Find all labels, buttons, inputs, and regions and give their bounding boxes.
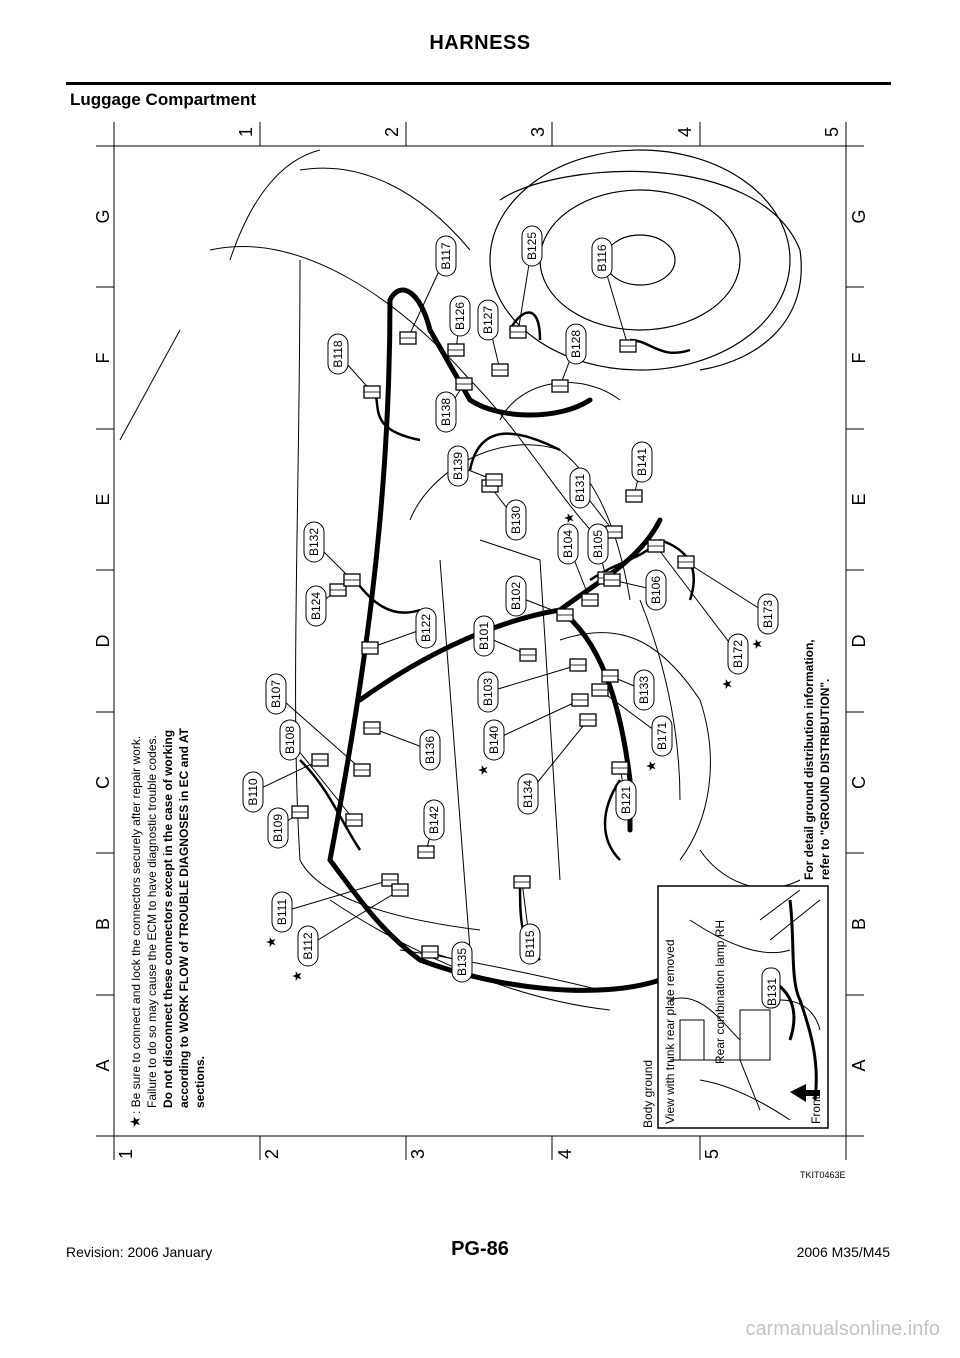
connector-label-text: B124 bbox=[309, 591, 323, 621]
connector-b171 bbox=[592, 684, 608, 696]
connector-label-text: B115 bbox=[523, 930, 537, 958]
connector-b142 bbox=[418, 846, 434, 858]
inset-lamp: Rear combination lamp RH bbox=[713, 919, 727, 1064]
connector-label-text: B101 bbox=[477, 621, 491, 651]
connector-label bbox=[450, 296, 470, 336]
inset-front: Front bbox=[809, 1095, 823, 1124]
grid-row-label: A bbox=[848, 1059, 869, 1072]
model-name: 2006 M35/M45 bbox=[796, 1244, 890, 1260]
connector-b106 bbox=[604, 574, 620, 586]
connector-label-text: B104 bbox=[561, 529, 575, 559]
grid-column-label: 5 bbox=[821, 126, 842, 138]
callout-line bbox=[308, 890, 400, 946]
connector-label-text: B135 bbox=[455, 947, 469, 977]
connector-label bbox=[634, 670, 654, 710]
connector-label bbox=[420, 730, 440, 770]
connector-b127 bbox=[492, 364, 508, 376]
connector-b134 bbox=[580, 714, 596, 726]
connector-label-text: B117 bbox=[439, 242, 453, 270]
grid-row-label: E bbox=[848, 493, 869, 506]
inset-body-ground: Body ground bbox=[641, 1059, 655, 1128]
repair-note bbox=[128, 727, 207, 1128]
connector-label bbox=[558, 524, 578, 564]
connector-b110 bbox=[312, 754, 328, 766]
connector-label bbox=[721, 634, 749, 690]
connector-label bbox=[243, 772, 263, 812]
connector-b115 bbox=[514, 876, 530, 888]
connector-label bbox=[518, 774, 538, 814]
connector-label bbox=[506, 576, 526, 616]
connector-b107 bbox=[354, 764, 370, 776]
ground-note bbox=[802, 639, 832, 880]
connector-b138 bbox=[456, 378, 472, 390]
connector-label-text: B116 bbox=[595, 244, 609, 272]
note-line: Failure to do so may cause the ECM to have diagnostic trouble codes. bbox=[145, 735, 159, 1108]
star-icon: ★ bbox=[644, 760, 660, 772]
connector-b140 bbox=[572, 694, 588, 706]
connector-label bbox=[646, 570, 666, 610]
connector-label bbox=[452, 942, 472, 982]
ground-note-line: refer to "GROUND DISTRIBUTION". bbox=[818, 678, 832, 880]
connector-label-text: B132 bbox=[307, 527, 321, 557]
star-icon: ★ bbox=[562, 512, 578, 524]
connector-label bbox=[506, 500, 526, 540]
connector-label bbox=[436, 392, 456, 432]
connector-label bbox=[478, 672, 498, 712]
connector-b141 bbox=[626, 490, 642, 502]
connector-label-text: B118 bbox=[331, 340, 345, 368]
grid-column-label: 1 bbox=[115, 1148, 136, 1160]
vehicle-outline bbox=[120, 150, 800, 1010]
star-icon: ★ bbox=[720, 678, 736, 690]
page-title: HARNESS bbox=[429, 32, 531, 54]
connector-label bbox=[280, 720, 300, 760]
grid-row-label: F bbox=[848, 352, 869, 364]
connector-b122 bbox=[362, 642, 378, 654]
connector-b121 bbox=[612, 762, 628, 774]
connector-b102 bbox=[557, 609, 573, 621]
connector-label bbox=[588, 524, 608, 564]
connector-label bbox=[563, 468, 591, 524]
figure-code: TKIT0463E bbox=[800, 1170, 846, 1180]
connector-label bbox=[265, 892, 293, 948]
page-number: PG-86 bbox=[451, 1238, 509, 1260]
connector-label bbox=[448, 446, 468, 486]
grid-column-label: 4 bbox=[674, 126, 695, 138]
connector-b118 bbox=[364, 386, 380, 398]
connector-b108 bbox=[346, 814, 362, 826]
star-icon: ★ bbox=[750, 638, 766, 650]
connector-label-text: B130 bbox=[509, 505, 523, 535]
grid-column-label: 2 bbox=[381, 126, 402, 138]
note-line: Do not disconnect these connectors except in the case of working bbox=[161, 729, 175, 1108]
connector-label-text: B121 bbox=[619, 785, 633, 815]
inset-box bbox=[641, 886, 828, 1128]
connector-label-text: B125 bbox=[525, 231, 539, 261]
connector-label bbox=[291, 926, 319, 982]
grid-row-label: G bbox=[848, 209, 869, 224]
grid-row-label: B bbox=[92, 917, 113, 931]
connector-label bbox=[328, 334, 348, 374]
grid-row-label: C bbox=[92, 776, 113, 789]
connector-b139 bbox=[486, 474, 502, 486]
connector-label-text: B131 bbox=[573, 473, 587, 503]
grid-row-label: B bbox=[848, 917, 869, 931]
connector-b133 bbox=[602, 670, 618, 682]
connector-label-text: B103 bbox=[481, 677, 495, 707]
grid-column-label: 3 bbox=[527, 126, 548, 138]
connector-label bbox=[632, 442, 652, 482]
grid-row-label: C bbox=[848, 776, 869, 789]
callout-line bbox=[686, 562, 768, 614]
connector-label bbox=[268, 808, 288, 848]
connector-b109 bbox=[292, 806, 308, 818]
connector-label-text: B107 bbox=[269, 679, 283, 709]
connector-label bbox=[266, 674, 286, 714]
connector-label-text: B112 bbox=[301, 932, 315, 960]
connector-label-text: B140 bbox=[487, 725, 501, 755]
ground-note-line: For detail ground distribution information, bbox=[802, 639, 816, 880]
callout-line bbox=[494, 700, 580, 740]
connector-label-text: B127 bbox=[481, 305, 495, 335]
connector-label bbox=[306, 586, 326, 626]
grid-row-label: G bbox=[92, 209, 113, 224]
grid-row-label: D bbox=[92, 634, 113, 648]
connector-b101 bbox=[520, 649, 536, 661]
connector-label bbox=[616, 780, 636, 820]
callout-line bbox=[282, 880, 390, 912]
grid-row-label: D bbox=[848, 634, 869, 648]
connector-label-text: B134 bbox=[521, 779, 535, 809]
connector-label bbox=[645, 716, 673, 772]
connector-label-text: B138 bbox=[439, 397, 453, 427]
connector-label-text: B105 bbox=[591, 529, 605, 559]
inset-view: View with trunk rear plate removed bbox=[663, 939, 677, 1124]
connector-b172 bbox=[648, 540, 664, 552]
callout-line bbox=[488, 665, 578, 692]
callout-line bbox=[656, 546, 738, 654]
connector-label-text: B102 bbox=[509, 581, 523, 611]
connector-b112 bbox=[392, 884, 408, 896]
connector-labels bbox=[243, 226, 778, 982]
connector-label-text: B142 bbox=[427, 805, 441, 835]
connector-label-text: B141 bbox=[635, 447, 649, 477]
grid-column-label: 3 bbox=[407, 1148, 428, 1160]
connector-b116 bbox=[620, 340, 636, 352]
connector-label-text: B126 bbox=[453, 301, 467, 331]
connector-b117 bbox=[400, 332, 416, 344]
connector-b104 bbox=[582, 594, 598, 606]
connector-label-text: B136 bbox=[423, 735, 437, 765]
connector-b135 bbox=[422, 946, 438, 958]
connector-label-text: B139 bbox=[451, 451, 465, 481]
connector-label bbox=[751, 594, 779, 650]
connector-label-text: B173 bbox=[761, 599, 775, 629]
revision-date: Revision: 2006 January bbox=[66, 1244, 213, 1260]
connector-label-text: B133 bbox=[637, 675, 651, 705]
connector-label-text: B106 bbox=[649, 575, 663, 605]
connector-label bbox=[436, 236, 456, 276]
connector-label-text: B110 bbox=[246, 778, 260, 806]
connector-label bbox=[592, 238, 612, 278]
connector-b125 bbox=[510, 326, 526, 338]
connector-label bbox=[478, 300, 498, 340]
connector-label-text: B171 bbox=[655, 721, 669, 751]
connector-b136 bbox=[364, 722, 380, 734]
connector-label-text: B128 bbox=[569, 329, 583, 359]
note-line: according to WORK FLOW of TROUBLE DIAGNOSES in EC and AT bbox=[177, 728, 191, 1108]
grid-column-label: 4 bbox=[554, 1148, 575, 1160]
note-line: : Be sure to connect and lock the connectors securely after repair work. bbox=[129, 735, 143, 1114]
connector-label bbox=[474, 616, 494, 656]
star-icon: ★ bbox=[264, 936, 280, 948]
connector-label-text: B172 bbox=[731, 639, 745, 669]
connector-b128 bbox=[552, 380, 568, 392]
grid-row-label: E bbox=[92, 493, 113, 506]
connector-b132 bbox=[344, 574, 360, 586]
connector-label bbox=[522, 226, 542, 266]
connector-label-text: B108 bbox=[283, 725, 297, 755]
connector-label-text: B109 bbox=[271, 813, 285, 843]
star-icon: ★ bbox=[476, 764, 492, 776]
connector-label bbox=[566, 324, 586, 364]
connector-label bbox=[424, 800, 444, 840]
connector-label-text: B122 bbox=[419, 613, 433, 643]
star-icon: ★ bbox=[290, 970, 306, 982]
connector-b103 bbox=[570, 659, 586, 671]
note-line: sections. bbox=[193, 1055, 207, 1108]
connector-label bbox=[416, 608, 436, 648]
grid-row-label: F bbox=[92, 352, 113, 364]
watermark: carmanualsonline.info bbox=[745, 1318, 940, 1340]
grid-column-label: 5 bbox=[701, 1148, 722, 1160]
grid-column-label: 2 bbox=[261, 1148, 282, 1160]
grid-column-label: 1 bbox=[235, 126, 256, 138]
connector-label bbox=[477, 720, 505, 776]
note-star-icon: ★ bbox=[128, 1115, 144, 1128]
connector-label bbox=[304, 522, 324, 562]
section-title: Luggage Compartment bbox=[70, 90, 257, 109]
connector-label bbox=[520, 924, 540, 964]
connector-b126 bbox=[448, 344, 464, 356]
inset-connector-text: B131 bbox=[765, 977, 779, 1006]
connector-b173 bbox=[678, 556, 694, 568]
connector-label-text: B111 bbox=[275, 898, 289, 926]
grid-row-label: A bbox=[92, 1059, 113, 1072]
